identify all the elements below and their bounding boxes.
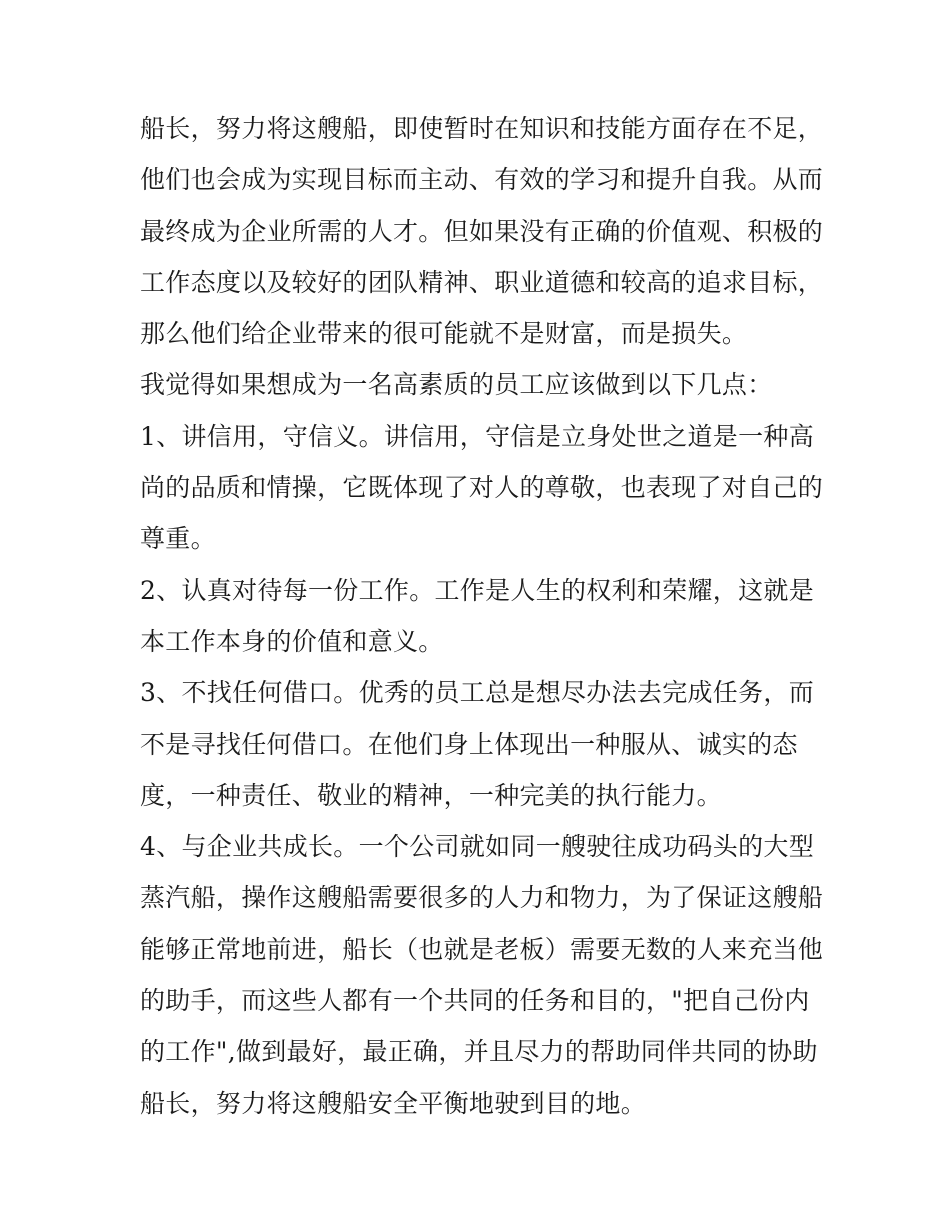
text-line: 2、认真对待每一份工作。工作是人生的权利和荣耀，这就是 — [140, 575, 815, 605]
body-text — [140, 103, 830, 1129]
text-line: 的工作",做到最好，最正确，并且尽力的帮助同伴共同的协助 — [140, 1037, 818, 1067]
text-line: 度，一种责任、敬业的精神，一种完美的执行能力。 — [140, 780, 722, 810]
text-line: 船长，努力将这艘船，即使暂时在知识和技能方面存在不足， — [140, 114, 824, 143]
text-line: 他们也会成为实现目标而主动、有效的学习和提升自我。从而 — [140, 165, 824, 195]
text-line: 我觉得如果想成为一名高素质的员工应该做到以下几点： — [140, 370, 773, 400]
text-line: 蒸汽船，操作这艘船需要很多的人力和物力，为了保证这艘船 — [140, 883, 824, 913]
text-line: 能够正常地前进，船长（也就是老板）需要无数的人来充当他 — [140, 934, 824, 964]
text-line: 的助手，而这些人都有一个共同的任务和目的，"把自己份内 — [140, 986, 810, 1016]
text-line: 尊重。 — [140, 524, 216, 554]
text-line: 3、不找任何借口。优秀的员工总是想尽办法去完成任务，而 — [140, 678, 815, 708]
text-line: 船长，努力将这艘船安全平衡地驶到目的地。 — [140, 1088, 647, 1118]
text-line: 那么他们给企业带来的很可能就不是财富，而是损失。 — [140, 319, 748, 349]
text-line: 工作态度以及较好的团队精神、职业道德和较高的追求目标， — [140, 267, 824, 297]
text-line: 1、讲信用，守信义。讲信用，守信是立身处世之道是一种高 — [140, 421, 815, 451]
text-line: 本工作本身的价值和意义。 — [140, 626, 444, 656]
text-line: 4、与企业共成长。一个公司就如同一艘驶往成功码头的大型 — [140, 832, 815, 862]
text-line: 尚的品质和情操，它既体现了对人的尊敬，也表现了对自己的 — [140, 473, 824, 503]
text-line: 最终成为企业所需的人才。但如果没有正确的价值观、积极的 — [140, 216, 824, 246]
text-line: 不是寻找任何借口。在他们身上体现出一种服从、诚实的态 — [140, 729, 798, 759]
